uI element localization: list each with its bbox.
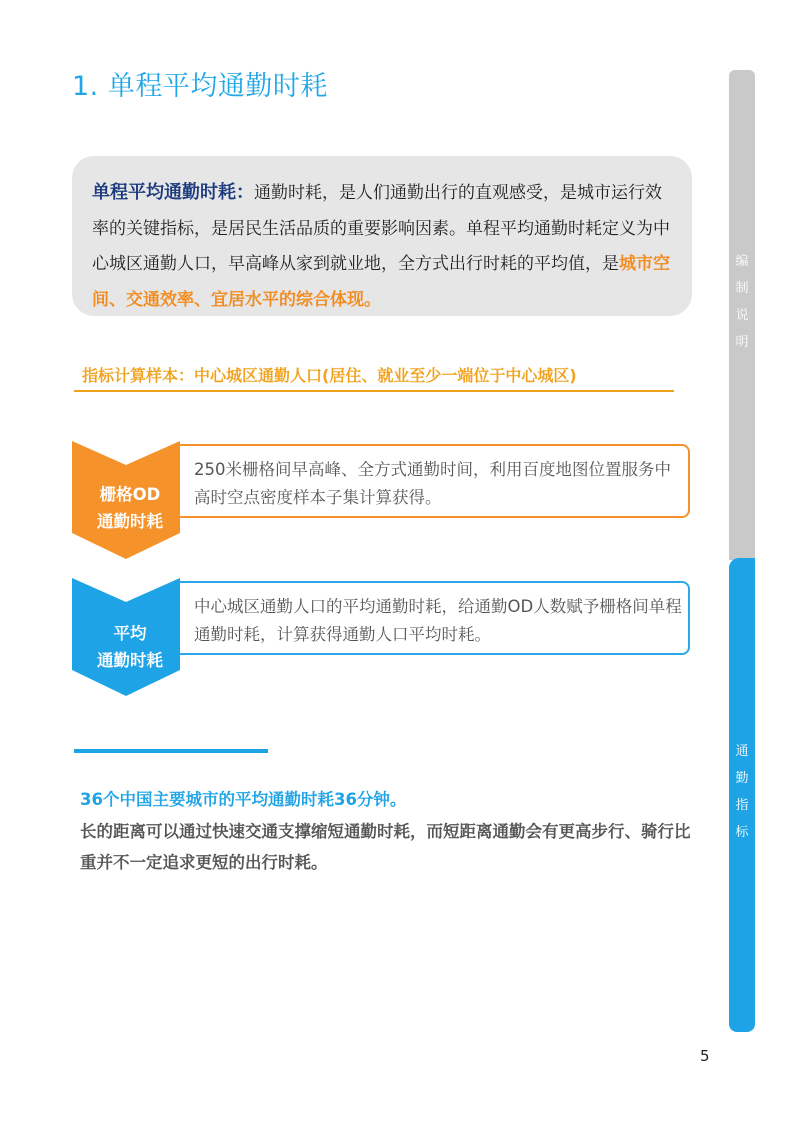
summary-headline: 36个中国主要城市的平均通勤时耗36分钟。 [80, 790, 407, 809]
sidebar-label-char: 明 [735, 335, 749, 350]
definition-highlight: 城市空间、交通效率、宜居水平的综合体现。 [92, 254, 670, 310]
sidebar-label-char: 通 [735, 744, 749, 759]
definition-colon: ： [236, 182, 254, 203]
step-text-grid-od: 250米栅格间早高峰、全方式通勤时间，利用百度地图位置服务中高时空点密度样本子集计算获得。 [194, 460, 671, 507]
step-text-average: 中心城区通勤人口的平均通勤时耗，给通勤OD人数赋予栅格间单程通勤时耗，计算获得通勤人口平均时耗。 [194, 597, 682, 644]
step-label-line: 通勤时耗 [97, 512, 163, 531]
sidebar-label-char: 指 [735, 798, 749, 813]
sidebar-label-char: 标 [735, 825, 749, 840]
definition-body: 通勤时耗，是人们通勤出行的直观感受，是城市运行效率的关键指标，是居民生活品质的重要影响因素。单程平均通勤时耗定义为中心城区通勤人口，早高峰从家到就业地，全方式出行时耗的平均值，是 [92, 183, 670, 274]
step-label-average [80, 620, 180, 674]
step-label-grid-od [80, 481, 180, 535]
sample-divider [74, 390, 674, 392]
summary-divider [74, 749, 268, 753]
page-number: 5 [700, 1047, 710, 1065]
sidebar-label-char: 编 [735, 254, 749, 269]
step-label-line: 通勤时耗 [97, 651, 163, 670]
sidebar-label-char: 制 [735, 281, 749, 296]
page-title: 1. 单程平均通勤时耗 [72, 71, 328, 102]
step-label-line: 栅格OD [99, 485, 161, 504]
sidebar-label-compile-notes [729, 248, 755, 356]
sidebar-label-commute-indicators [729, 738, 755, 846]
step-label-line: 平均 [113, 624, 147, 643]
sample-description: 指标计算样本：中心城区通勤人口(居住、就业至少一端位于中心城区) [82, 366, 577, 385]
summary-body: 长的距离可以通过快速交通支撑缩短通勤时耗，而短距离通勤会有更高步行、骑行比重并不一定追求更短的出行时耗。 [80, 822, 691, 872]
definition-term: 单程平均通勤时耗 [92, 182, 236, 203]
sidebar-label-char: 说 [735, 308, 749, 323]
definition-text [92, 175, 677, 318]
sidebar-label-char: 勤 [735, 771, 749, 786]
